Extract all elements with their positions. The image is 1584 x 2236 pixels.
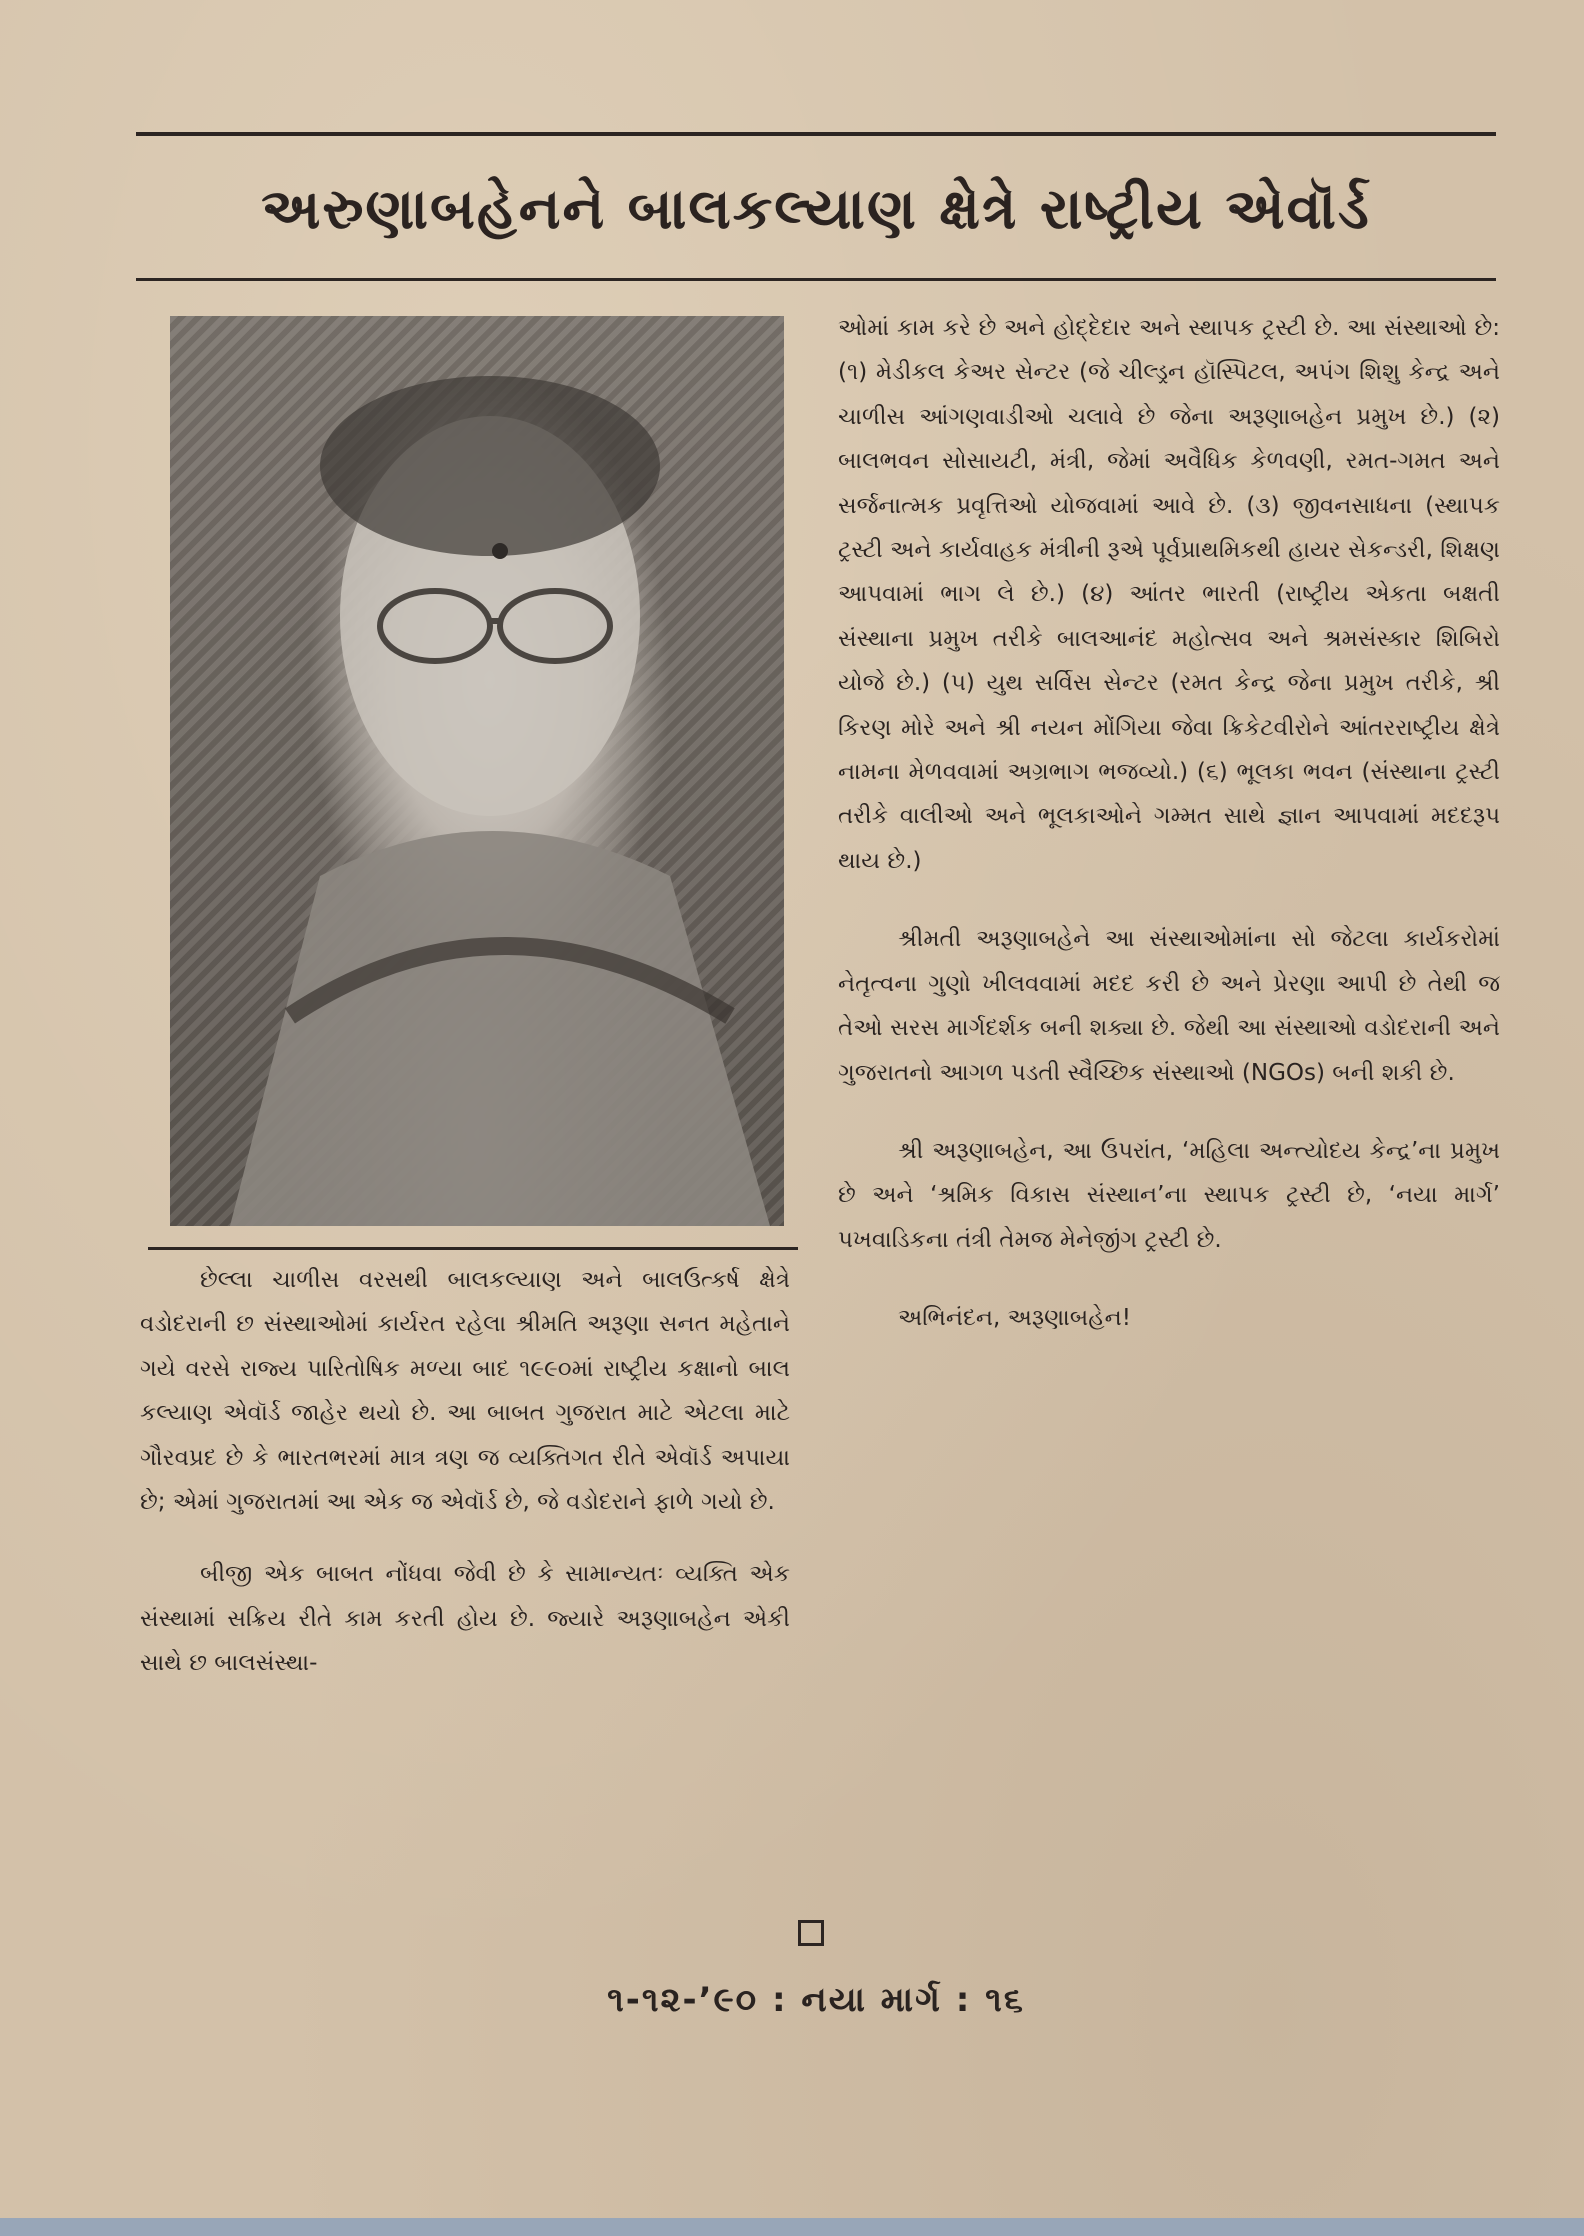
paragraph: છેલ્લા ચાળીસ વરસથી બાલકલ્યાણ અને બાલઉત્કર્ષ ક્ષેત્રે વડોદરાની છ સંસ્થાઓમાં કાર્યરત રહેલા શ્રીમતિ અરૂણા સનત મહેતાને ગયે વરસે રાજ્ય પારિતોષિક મળ્યા બાદ ૧૯૯૦માં રાષ્ટ્રીય કક્ષાનો બાલ કલ્યાણ એવૉર્ડ જાહેર થયો છે. આ બાબત ગુજરાત માટે એટલા માટે ગૌરવપ્રદ છે કે ભારતભરમાં માત્ર ત્રણ જ વ્યક્તિગત રીતે એવૉર્ડ અપાયા છે; એમાં ગુજરાતમાં આ એક જ એવૉર્ડ છે, જે વડોદરાને ફાળે ગયો છે.	[140, 1267, 790, 1516]
headline: અરુણાબહેનને બાલકલ્યાણ ક્ષેત્રે રાષ્ટ્રીય એવૉર્ડ	[261, 177, 1371, 242]
photo-rule	[148, 1247, 798, 1250]
right-column	[838, 306, 1500, 1341]
top-rule	[136, 132, 1496, 136]
paragraph: શ્રીમતી અરૂણાબહેને આ સંસ્થાઓમાંના સો જેટલા કાર્યકરોમાં નેતૃત્વના ગુણો ખીલવવામાં મદદ કરી છે અને પ્રેરણા આપી છે તેથી જ તેઓ સરસ માર્ગદર્શક બની શક્યા છે. જેથી આ સંસ્થાઓ વડોદરાની અને ગુજરાતનો આગળ પડતી સ્વૈચ્છિક સંસ્થાઓ (NGOs) બની શકી છે.	[838, 926, 1500, 1086]
page-footer: ૧-૧૨-’૯૦ : નયા માર્ગ : ૧૬	[607, 1980, 1025, 2020]
paragraph: ઓમાં કામ કરે છે અને હોદ્દેદાર અને સ્થાપક ટ્રસ્ટી છે. આ સંસ્થાઓ છે: (૧) મેડીકલ કેઅર સેન્ટર (જે ચીલ્ડ્રન હૉસ્પિટલ, અપંગ શિશુ કેન્દ્ર અને ચાળીસ આંગણવાડીઓ ચલાવે છે જેના અરૂણાબહેન પ્રમુખ છે.) (૨) બાલભવન સોસાયટી, મંત્રી, જેમાં અવૈધિક કેળવણી, રમત-ગમત અને સર્જનાત્મક પ્રવૃત્તિઓ યોજવામાં આવે છે. (૩) જીવનસાધના (સ્થાપક ટ્રસ્ટી અને કાર્યવાહક મંત્રીની રૂએ પૂર્વપ્રાથમિકથી હાયર સેકન્ડરી, શિક્ષણ આપવામાં ભાગ લે છે.) (૪) આંતર ભારતી (રાષ્ટ્રીય એકતા બક્ષતી સંસ્થાના પ્રમુખ તરીકે બાલઆનંદ મહોત્સવ અને શ્રમસંસ્કાર શિબિરો યોજે છે.) (૫) યુથ સર્વિસ સેન્ટર (રમત કેન્દ્ર જેના પ્રમુખ તરીકે, શ્રી કિરણ મોરે અને શ્રી નયન મોંગિયા જેવા ક્રિકેટવીરોને આંતરરાષ્ટ્રીય ક્ષેત્રે નામના મેળવવામાં અગ્રભાગ ભજવ્યો.) (૬) ભૂલકા ભવન (સંસ્થાના ટ્રસ્ટી તરીકે વાલીઓ અને ભૂલકાઓને ગમ્મત સાથે જ્ઞાન આપવામાં મદદરૂપ થાય છે.)	[838, 315, 1500, 874]
portrait-photo	[170, 316, 784, 1226]
paragraph: બીજી એક બાબત નોંધવા જેવી છે કે સામાન્યતઃ વ્યક્તિ એક સંસ્થામાં સક્રિય રીતે કામ કરતી હોય છે. જ્યારે અરૂણાબહેન એકી સાથે છ બાલસંસ્થા-	[140, 1561, 790, 1677]
end-mark-icon	[798, 1920, 824, 1946]
left-column	[140, 1258, 790, 1686]
closing-line: અભિનંદન, અરૂણાબહેન!	[898, 1305, 1131, 1332]
paragraph: શ્રી અરૂણાબહેન, આ ઉપરાંત, ‘મહિલા અન્ત્યોદય કેન્દ્ર’ના પ્રમુખ છે અને ‘શ્રમિક વિકાસ સંસ્થાન’ના સ્થાપક ટ્રસ્ટી છે, ‘નયા માર્ગ’ પખવાડિકના તંત્રી તેમજ મેનેજીંગ ટ્રસ્ટી છે.	[838, 1137, 1500, 1253]
headline-rule	[136, 278, 1496, 281]
scan-edge	[0, 2218, 1584, 2236]
portrait-illustration	[170, 316, 784, 1226]
